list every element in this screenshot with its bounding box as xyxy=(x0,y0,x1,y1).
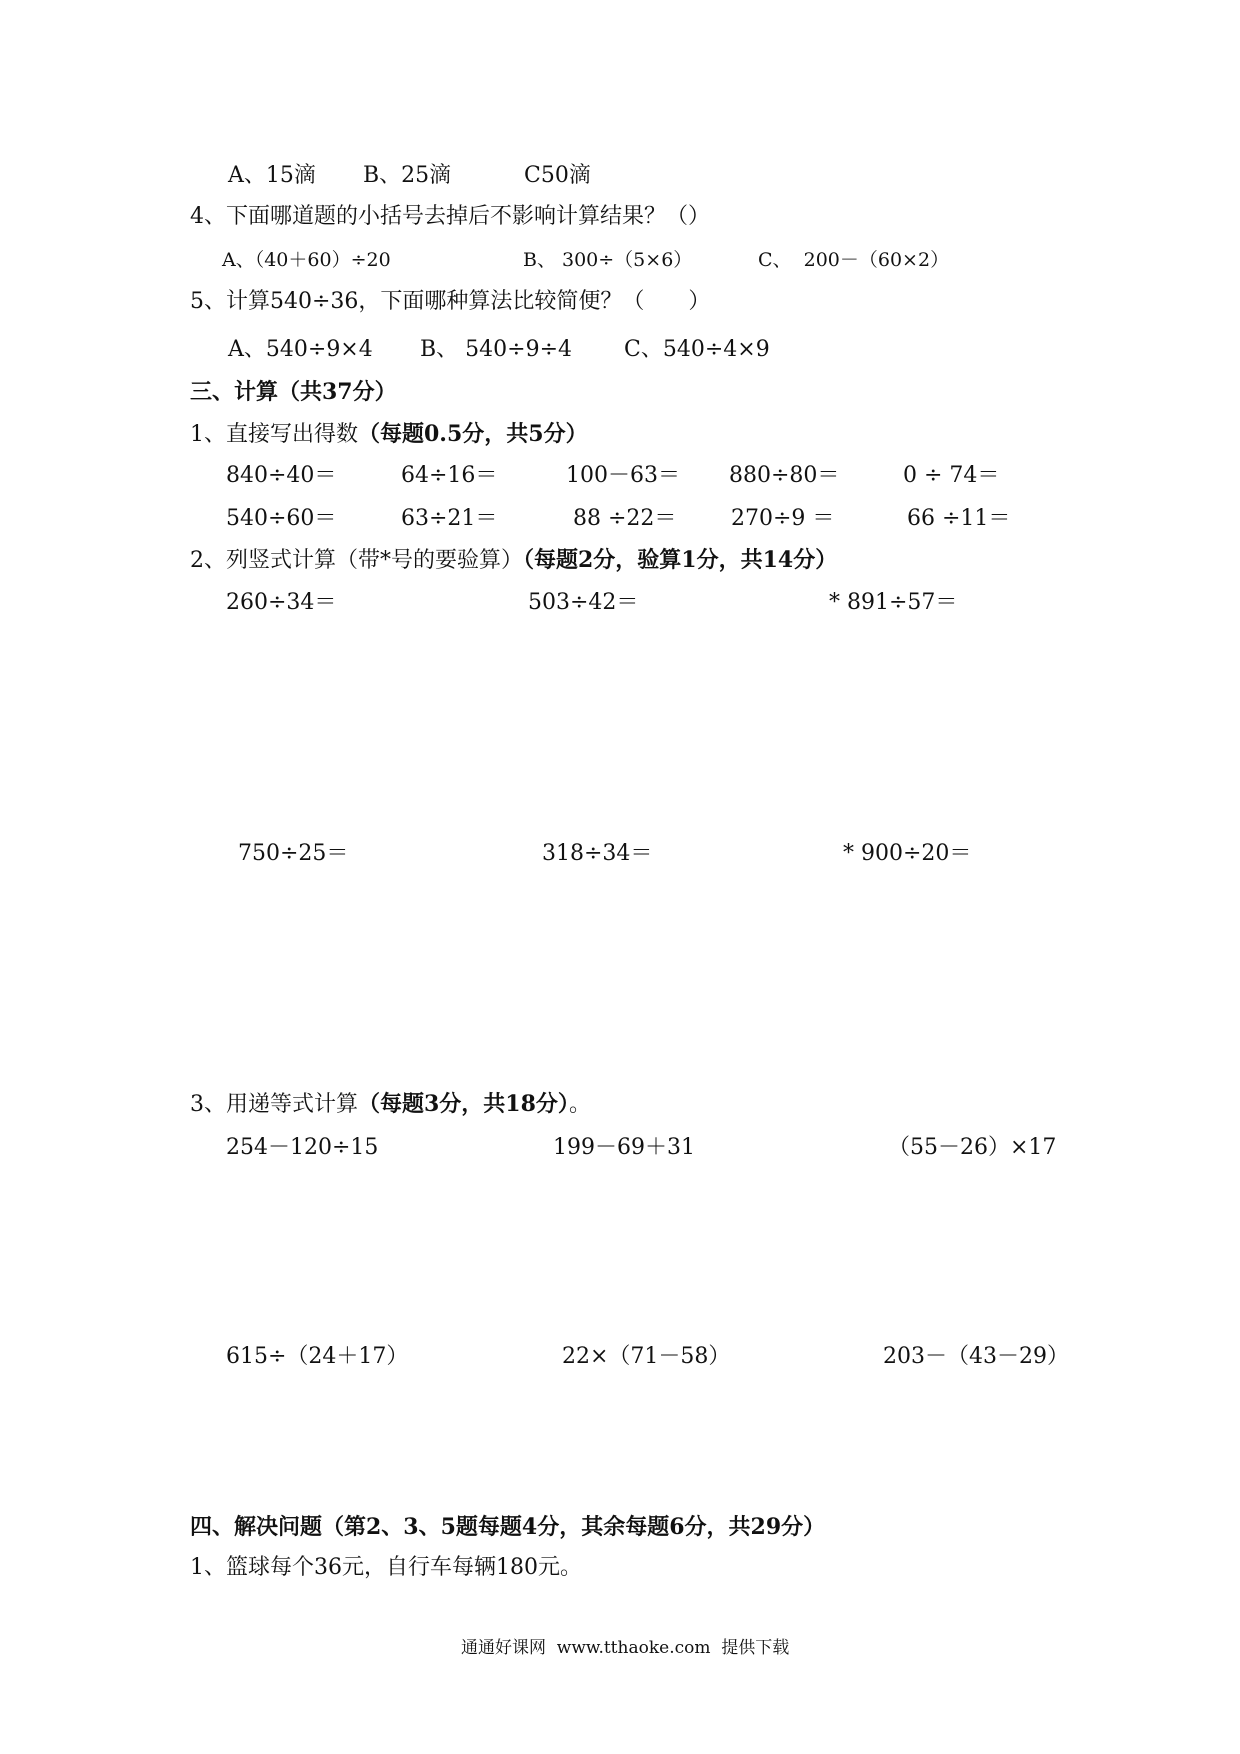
q4-option-c: C、 200－（60×2） xyxy=(758,249,950,271)
q3-option-c: C50滴 xyxy=(524,163,591,188)
s3-p2-r2-c3: * 900÷20＝ xyxy=(843,841,972,866)
s3-p1-r2-c1: 540÷60＝ xyxy=(226,506,337,531)
s3-p1-r1-c3: 100－63＝ xyxy=(566,463,680,488)
s3-p3-r1-c2: 199－69＋31 xyxy=(553,1135,695,1160)
s3-p1-label: 1、直接写出得数 xyxy=(190,422,358,447)
s3-p1-r2-c2: 63÷21＝ xyxy=(401,506,498,531)
q3-option-a: A、15滴 xyxy=(228,163,316,188)
q5-option-b: B、 540÷9÷4 xyxy=(420,337,573,362)
s3-p1-r2-c3: 88 ÷22＝ xyxy=(573,506,677,531)
s3-p2-r1-c3: * 891÷57＝ xyxy=(829,590,958,615)
s3-p1-r2-c4: 270÷9 ＝ xyxy=(731,506,835,531)
s3-p2-label: 2、列竖式计算（带*号的要验算） xyxy=(190,548,523,573)
q5-option-c: C、540÷4×9 xyxy=(624,337,770,362)
s3-p2-r1-c1: 260÷34＝ xyxy=(226,590,337,615)
s3-p2-r2-c1: 750÷25＝ xyxy=(238,841,349,866)
q5-stem: 5、计算540÷36，下面哪种算法比较简便？（ ） xyxy=(190,289,711,314)
section3-title: 三、计算（共37分） xyxy=(190,379,397,405)
s3-p2-r1-c2: 503÷42＝ xyxy=(528,590,639,615)
s3-p3-r1-c3: （55－26）×17 xyxy=(888,1135,1057,1160)
s4-p1: 1、篮球每个36元，自行车每辆180元。 xyxy=(190,1555,582,1580)
s3-p2-heading xyxy=(190,546,837,575)
s3-p1-r1-c2: 64÷16＝ xyxy=(401,463,498,488)
s3-p3-heading xyxy=(190,1090,591,1119)
q5-option-a: A、540÷9×4 xyxy=(228,337,373,362)
s3-p3-score: （每题3分，共18分） xyxy=(358,1091,569,1117)
s3-p3-label: 3、用递等式计算 xyxy=(190,1092,358,1117)
s3-p2-score: （每题2分，验算1分，共14分） xyxy=(523,547,838,573)
page-footer: 通通好课网 www.tthaoke.com 提供下载 xyxy=(461,1638,790,1658)
s3-p1-r2-c5: 66 ÷11＝ xyxy=(907,506,1011,531)
s3-p1-score: （每题0.5分，共5分） xyxy=(358,421,588,447)
s3-p1-r1-c5: 0 ÷ 74＝ xyxy=(903,463,1000,488)
s3-p3-tail: 。 xyxy=(568,1092,591,1117)
s3-p3-r1-c1: 254－120÷15 xyxy=(226,1135,379,1160)
s3-p2-r2-c2: 318÷34＝ xyxy=(542,841,653,866)
s3-p3-r2-c1: 615÷（24＋17） xyxy=(226,1344,409,1369)
q4-option-a: A、（40＋60）÷20 xyxy=(222,249,391,271)
s3-p1-r1-c1: 840÷40＝ xyxy=(226,463,337,488)
s3-p3-r2-c2: 22×（71－58） xyxy=(562,1344,731,1369)
section4-title: 四、解决问题（第2、3、5题每题4分，其余每题6分，共29分） xyxy=(190,1514,826,1540)
q3-option-b: B、25滴 xyxy=(363,163,452,188)
s3-p1-r1-c4: 880÷80＝ xyxy=(729,463,840,488)
s3-p3-r2-c3: 203－（43－29） xyxy=(883,1344,1069,1369)
q4-option-b: B、 300÷（5×6） xyxy=(523,249,693,271)
q4-stem: 4、下面哪道题的小括号去掉后不影响计算结果？（） xyxy=(190,204,710,229)
s3-p1-heading xyxy=(190,420,588,449)
